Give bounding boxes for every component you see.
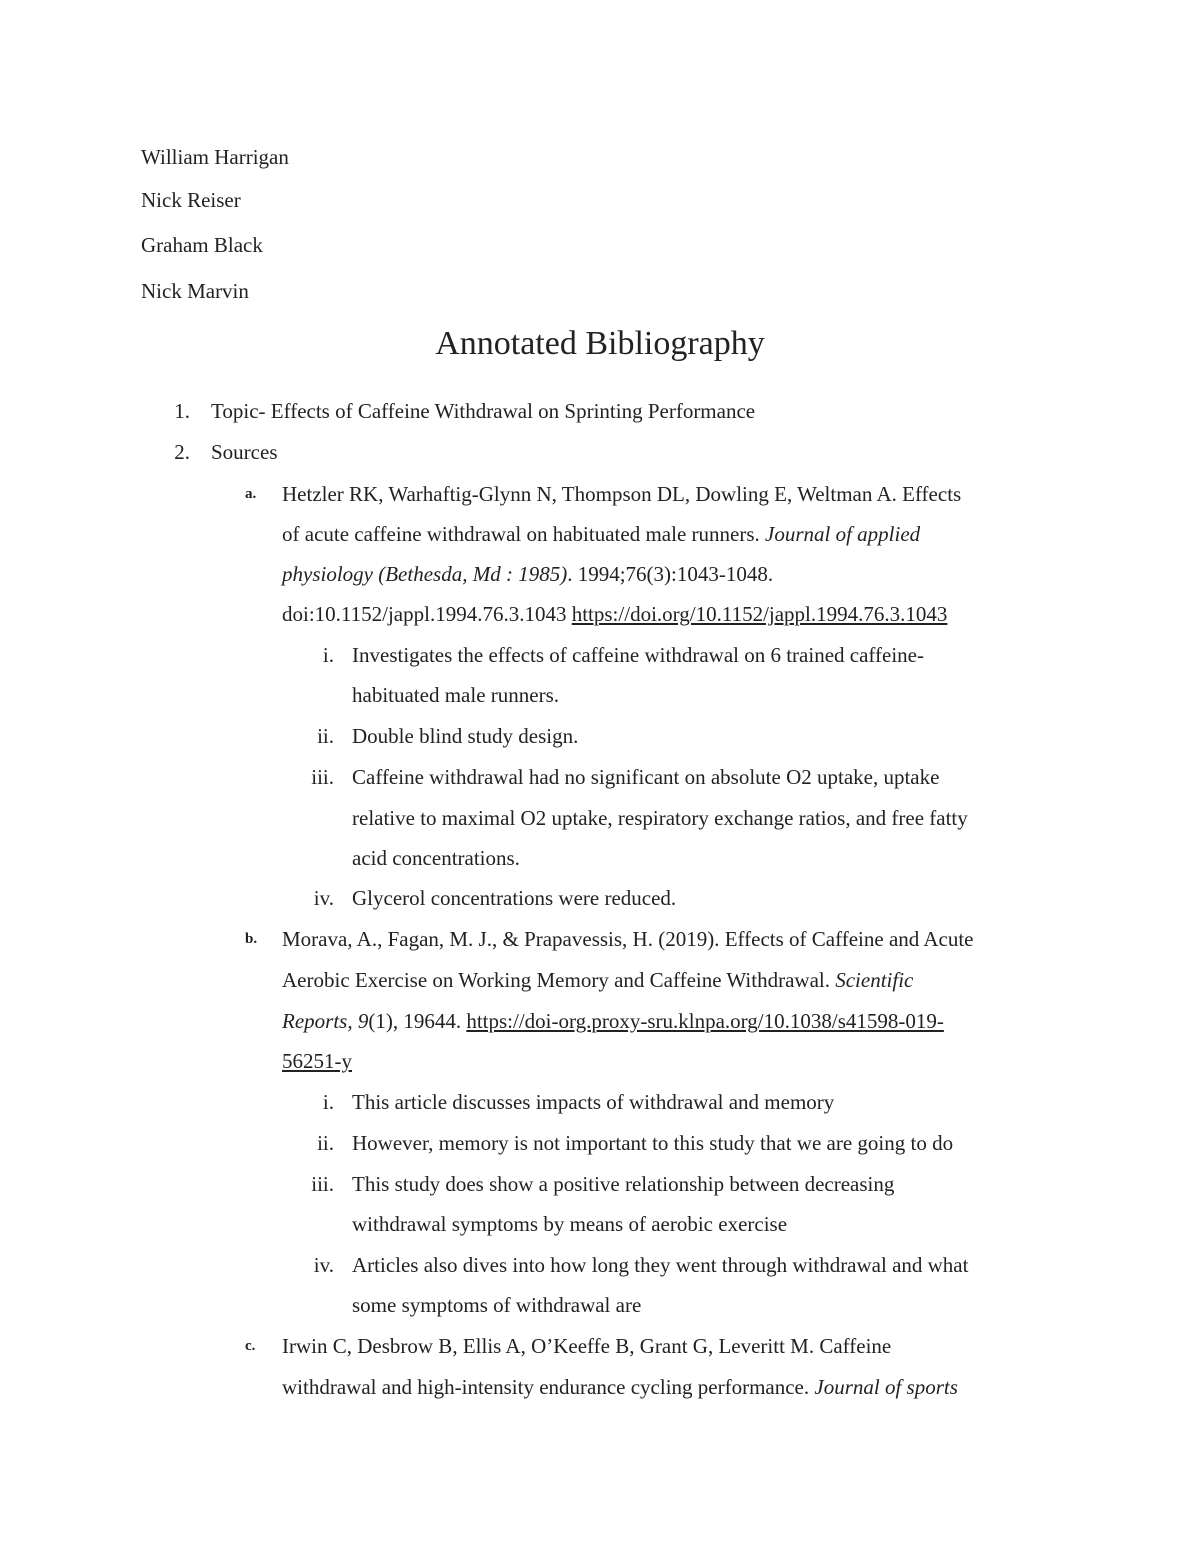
citation-line: Aerobic Exercise on Working Memory and Caffeine Withdrawal. Scientific	[282, 968, 914, 992]
note-line: acid concentrations.	[352, 846, 520, 870]
source-marker: b.	[245, 931, 258, 947]
page-title: Annotated Bibliography	[435, 325, 765, 362]
citation-line: Reports, 9(1), 19644. https://doi-org.proxy-sru.klnpa.org/10.1038/s41598-019-	[282, 1009, 944, 1033]
citation-line: withdrawal and high-intensity endurance cycling performance. Journal of sports	[282, 1375, 958, 1399]
journal-title: physiology (Bethesda, Md : 1985)	[282, 562, 568, 586]
journal-title: Journal of sports	[814, 1375, 958, 1399]
citation-line: Irwin C, Desbrow B, Ellis A, O’Keeffe B, Grant G, Leveritt M. Caffeine	[282, 1334, 892, 1358]
citation-line: physiology (Bethesda, Md : 1985). 1994;76(3):1043-1048.	[282, 562, 774, 586]
doi-link[interactable]: 56251-y	[282, 1049, 352, 1073]
source-marker: c.	[245, 1338, 256, 1354]
list-marker: 1.	[174, 399, 190, 423]
note-marker: ii.	[317, 724, 334, 748]
note-line: Glycerol concentrations were reduced.	[352, 886, 677, 910]
note-line: However, memory is not important to this study that we are going to do	[352, 1131, 954, 1155]
doi-link[interactable]: https://doi-org.proxy-sru.klnpa.org/10.1038/s41598-019-	[466, 1009, 944, 1033]
author-name: Nick Reiser	[141, 188, 241, 212]
citation-line: of acute caffeine withdrawal on habituated male runners. Journal of applied	[282, 522, 921, 546]
topic-text: Topic- Effects of Caffeine Withdrawal on Sprinting Performance	[211, 399, 756, 423]
note-line: habituated male runners.	[352, 683, 560, 707]
note-line: relative to maximal O2 uptake, respiratory exchange ratios, and free fatty	[352, 806, 968, 830]
journal-title: Scientific	[835, 968, 914, 992]
note-marker: iv.	[313, 886, 334, 910]
journal-title: Journal of applied	[765, 522, 921, 546]
note-line: This study does show a positive relationship between decreasing	[352, 1172, 895, 1196]
doi-link[interactable]: https://doi.org/10.1152/jappl.1994.76.3.1043	[571, 602, 948, 626]
citation-line: doi:10.1152/jappl.1994.76.3.1043 https://doi.org/10.1152/jappl.1994.76.3.1043	[282, 602, 948, 626]
note-line: some symptoms of withdrawal are	[352, 1293, 642, 1317]
note-marker: iv.	[313, 1253, 334, 1277]
note-marker: i.	[322, 1090, 334, 1114]
note-marker: iii.	[311, 1172, 334, 1196]
note-line: Caffeine withdrawal had no significant on absolute O2 uptake, uptake	[352, 765, 940, 789]
sources-heading: Sources	[211, 440, 278, 464]
citation-line: Hetzler RK, Warhaftig-Glynn N, Thompson DL, Dowling E, Weltman A. Effects	[282, 482, 962, 506]
note-line: Articles also dives into how long they went through withdrawal and what	[352, 1253, 969, 1277]
note-line: withdrawal symptoms by means of aerobic exercise	[352, 1212, 788, 1236]
author-name: Graham Black	[141, 233, 263, 257]
journal-title: Reports	[282, 1009, 348, 1033]
note-line: This article discusses impacts of withdrawal and memory	[352, 1090, 835, 1114]
volume-number: 9	[357, 1009, 369, 1033]
citation-line: Morava, A., Fagan, M. J., & Prapavessis, H. (2019). Effects of Caffeine and Acute	[282, 927, 974, 951]
note-marker: iii.	[311, 765, 334, 789]
note-marker: i.	[322, 643, 334, 667]
note-line: Double blind study design.	[352, 724, 579, 748]
note-marker: ii.	[317, 1131, 334, 1155]
citation-line	[282, 1048, 352, 1075]
author-name: William Harrigan	[141, 145, 289, 169]
list-marker: 2.	[174, 440, 190, 464]
source-marker: a.	[245, 486, 257, 502]
note-line: Investigates the effects of caffeine withdrawal on 6 trained caffeine-	[352, 643, 924, 667]
author-name: Nick Marvin	[141, 279, 249, 303]
